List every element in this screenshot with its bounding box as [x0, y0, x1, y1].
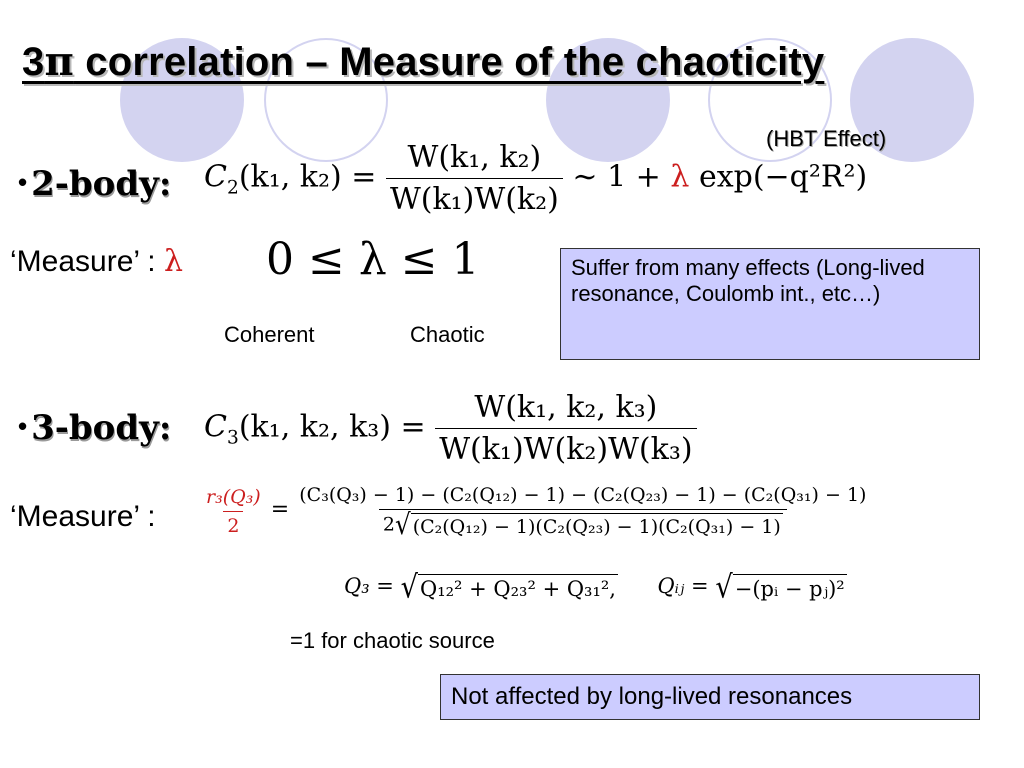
c3-subscript: 3 — [226, 427, 239, 449]
r3-sqrt-content: (C₂(Q₁₂) − 1)(C₂(Q₂₃) − 1)(C₂(Q₃₁) − 1) — [411, 513, 783, 538]
two-body-label: 2-body: — [31, 164, 172, 204]
c3-args: (k₁, k₂, k₃) = — [238, 409, 426, 445]
qij-sqrt-content: −(pᵢ − pⱼ)² — [733, 574, 847, 601]
r3-denominator: 2 — [223, 511, 243, 537]
r3-sqrt: √ (C₂(Q₁₂) − 1)(C₂(Q₂₃) − 1)(C₂(Q₃₁) − 1) — [394, 507, 781, 542]
r3-equals: = — [270, 497, 290, 522]
lambda-symbol: λ — [670, 159, 690, 195]
r3-den-prefix: 2 — [382, 513, 395, 536]
three-body-equation — [204, 390, 697, 467]
bullet-dot: • — [18, 167, 28, 197]
r3-main-numerator: (C₃(Q₃) − 1) − (C₂(Q₁₂) − 1) − (C₂(Q₂₃) − 1) − (C₂(Q₃₁) − 1) — [299, 484, 867, 506]
slide-title — [22, 38, 824, 85]
title-pi: π — [44, 38, 74, 85]
r3-equation — [202, 484, 870, 542]
title-prefix: 3 — [22, 40, 45, 84]
q3-lhs: Q₃ = — [344, 574, 394, 599]
c3-denominator: W(k₁)W(k₂)W(k₃) — [435, 428, 696, 467]
c2-fraction — [386, 140, 563, 217]
effects-note-box: Suffer from many effects (Long-lived resonance, Coulomb int., etc…) — [560, 248, 980, 360]
measure-label-1 — [10, 244, 183, 279]
title-rest: correlation – Measure of the chaoticity — [73, 40, 825, 84]
c3-numerator: W(k₁, k₂, k₃) — [474, 390, 658, 425]
three-body-label: 3-body: — [31, 408, 172, 448]
c2-denominator: W(k₁)W(k₂) — [386, 178, 563, 217]
r3-numerator: r₃(Q₃) — [206, 485, 261, 508]
c2-tail-suffix: exp(−q²R²) — [698, 159, 868, 195]
resonance-note-box: Not affected by long-lived resonances — [440, 674, 980, 720]
measure-lambda: λ — [163, 244, 183, 279]
c2-symbol: C — [204, 159, 227, 195]
c2-tail-prefix: ∼ 1 + — [572, 159, 661, 195]
q-definitions — [344, 569, 847, 606]
three-body-heading — [18, 408, 171, 448]
two-body-equation — [204, 140, 867, 217]
q3-sqrt-content: Q₁₂² + Q₂₃² + Q₃₁², — [418, 574, 618, 601]
hbt-effect-label: (HBT Effect) — [766, 126, 887, 151]
c2-subscript: 2 — [226, 177, 239, 199]
c2-numerator: W(k₁, k₂) — [407, 140, 542, 175]
c3-fraction — [435, 390, 696, 467]
chaotic-label: Chaotic — [410, 322, 485, 347]
measure-label-text: ‘Measure’ : — [10, 245, 156, 278]
chaotic-source-note: =1 for chaotic source — [290, 628, 495, 653]
r3-main-denominator — [379, 507, 787, 542]
coherent-label: Coherent — [224, 322, 315, 347]
r3-main-fraction — [295, 484, 870, 542]
c2-args: (k₁, k₂) = — [238, 159, 377, 195]
c3-symbol: C — [204, 409, 227, 445]
qij-sqrt: √ −(pᵢ − pⱼ)² — [715, 569, 845, 606]
bullet-dot: • — [18, 411, 28, 441]
two-body-heading — [18, 164, 171, 204]
measure-label-2: ‘Measure’ : — [10, 500, 156, 533]
qij-lhs: Qᵢⱼ = — [657, 574, 709, 599]
r3-fraction — [202, 486, 265, 537]
lambda-inequality: 0 ≤ λ ≤ 1 — [266, 234, 480, 285]
q3-sqrt: √ Q₁₂² + Q₂₃² + Q₃₁², — [400, 569, 616, 606]
